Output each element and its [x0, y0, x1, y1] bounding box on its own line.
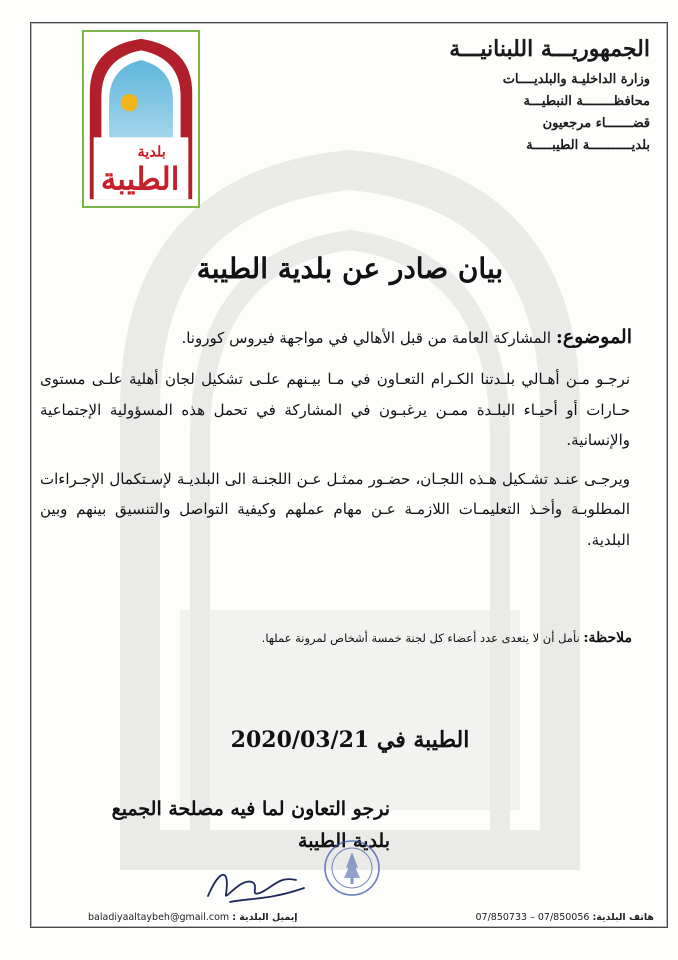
letter-footer	[30, 912, 666, 928]
body-paragraph-1: نرجـو مـن أهـالي بلـدتنا الكـرام التعـاون في مـا بيـنهم علـى تشكيل لجان أهلية علـى مستوى حـارات أو أحيـاء البلـدة ممـن يرغبـون في المشاركة في تحمل هذه المسؤولية الإجتماعية والإنسانية.	[40, 370, 630, 449]
closing-line: نرجو التعاون لما فيه مصلحة الجميع	[111, 798, 390, 820]
government-header	[410, 36, 650, 160]
header-municipality: بلديـــــــــــة الطيبـــــة	[526, 138, 650, 153]
svg-text:بلدية: بلدية	[137, 143, 166, 161]
official-stamp-icon	[322, 838, 382, 898]
email-address: baladiyaaltaybeh@gmail.com	[88, 912, 230, 923]
header-ministry: وزارة الداخليـة والبلديــــات	[502, 72, 650, 87]
subject-text: المشاركة العامة من قبل الأهالي في مواجهة فيروس كورونا.	[181, 329, 552, 347]
phone-numbers: 07/850056 – 07/850733	[475, 912, 590, 923]
handwritten-signature-icon	[200, 858, 310, 908]
footer-email	[88, 912, 298, 923]
signatory-name: بلدية الطيبة	[298, 830, 390, 852]
statement-title: بيان صادر عن بلدية الطيبة	[196, 252, 504, 285]
note-label: ملاحظة:	[583, 630, 632, 646]
phone-label: هاتف البلدية:	[592, 912, 654, 923]
header-district: قضـــــــاء مرجعيون	[542, 116, 650, 131]
note-line	[52, 630, 632, 646]
subject-line	[72, 326, 632, 348]
statement-body	[40, 364, 630, 563]
svg-text:الطيبة: الطيبة	[100, 161, 180, 198]
header-republic: الجمهوريـــة اللبنانيـــة	[449, 36, 650, 62]
subject-label: الموضوع:	[555, 326, 632, 348]
email-label: إيميل البلدية :	[232, 912, 298, 923]
footer-phone	[476, 912, 655, 923]
header-governorate: محافظــــــــة النبطيـــة	[523, 94, 650, 109]
place-and-date: الطيبة في 2020/03/21	[230, 727, 470, 753]
body-paragraph-2: ويرجـى عنـد تشـكيل هـذه اللجـان، حضـور ممثـل عـن اللجنـة الى البلديـة لإسـتكمال الإجـراءات المطلوبـة وأخـذ التعليمـات اللازمـة عـن مهام عملهم وكيفية التواصل والتنسيق بينهم وبين البلدية.	[40, 469, 630, 549]
municipality-logo	[82, 30, 200, 208]
note-text: نأمل أن لا يتعدى عدد أعضاء كل لجنة خمسة أشخاص لمرونة عملها.	[261, 631, 580, 645]
logo-emblem-icon	[84, 32, 198, 206]
